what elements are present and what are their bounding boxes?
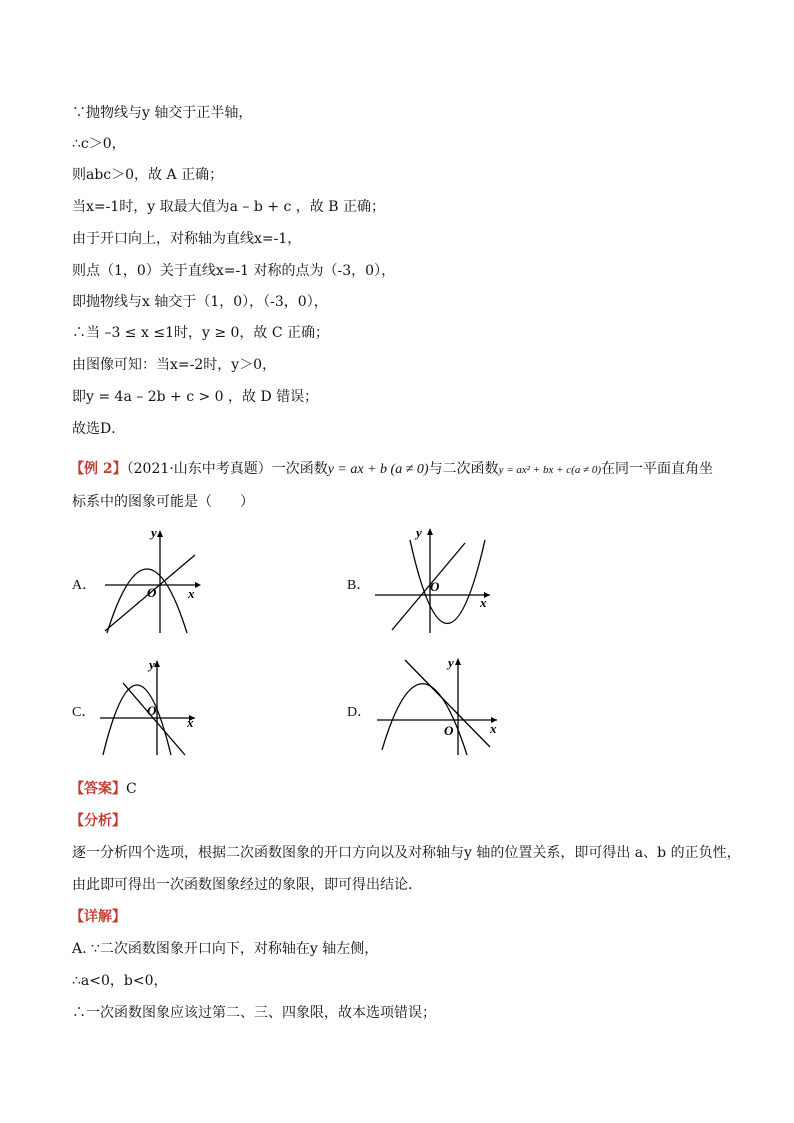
option-b-graph	[370, 525, 495, 635]
option-c-label: C．	[72, 705, 96, 720]
option-d-label: D．	[347, 705, 372, 720]
example-text-2: 与二次函数	[428, 461, 499, 477]
option-b-y-label: y	[416, 525, 422, 540]
option-a-label: A．	[72, 578, 97, 593]
option-d-y-label: y	[448, 655, 454, 670]
solution-line-5: 由于开口向上，对称轴为直线x=-1，	[72, 231, 302, 247]
example-text-1: 一次函数	[271, 461, 328, 477]
linear-function-eq: y = ax + b (a ≠ 0)	[327, 462, 429, 477]
solution-line-7: 即抛物线与x 轴交于（1，0），（-3，0），	[72, 294, 328, 310]
solution-line-1: ∵抛物线与y 轴交于正半轴，	[72, 105, 253, 121]
option-b-label: B．	[347, 578, 371, 593]
option-c-y-label: y	[149, 657, 155, 672]
solution-line-6: 则点（1，0）关于直线x=-1 对称的点为（-3，0），	[72, 263, 396, 279]
solution-line-9: 由图像可知：当x=-2时，y＞0，	[72, 357, 277, 373]
option-d-origin: O	[444, 723, 454, 738]
option-a-x-label: x	[188, 586, 195, 601]
answer-tag: 【答案】	[70, 781, 126, 797]
example-text-3: 在同一平面直角坐	[601, 461, 714, 477]
solution-line-2: ∴c＞0，	[72, 136, 126, 152]
solution-line-8: ∴当 –3 ≤ x ≤1时，y ≥ 0，故 C 正确；	[72, 325, 330, 341]
example-tag: 【例 2】	[70, 461, 127, 477]
example-question-line-2: 标系中的图象可能是（ ）	[72, 494, 254, 510]
option-c-graph	[95, 655, 205, 760]
answer-line	[70, 779, 137, 799]
detail-tag: 【详解】	[70, 909, 126, 925]
option-d-x-label: x	[490, 721, 497, 736]
option-a-origin: O	[147, 585, 157, 600]
option-a-y-label: y	[151, 525, 157, 540]
solution-line-11: 故选D．	[72, 421, 126, 437]
option-c-x-label: x	[187, 715, 194, 730]
detail-line-1: A. ∵二次函数图象开口向下，对称轴在y 轴左侧，	[72, 941, 379, 957]
analysis-line-1: 逐一分析四个选项，根据二次函数图象的开口方向以及对称轴与y 轴的位置关系，即可得出 a、b 的正负性，	[72, 845, 741, 861]
quadratic-function-eq: y = ax² + bx + c(a ≠ 0)	[498, 464, 602, 476]
detail-line-2: ∴a<0，b<0，	[72, 973, 168, 989]
option-d-graph	[372, 655, 502, 760]
option-b-origin: O	[430, 579, 440, 594]
detail-line-3: ∴一次函数图象应该过第二、三、四象限，故本选项错误；	[72, 1005, 436, 1021]
answer-value: C	[126, 781, 137, 797]
analysis-tag: 【分析】	[70, 813, 126, 829]
example-source: （2021·山东中考真题）	[126, 461, 272, 477]
solution-line-10: 即y = 4a – 2b + c > 0 ，故 D 错误；	[72, 389, 319, 405]
solution-line-3: 则abc＞0，故 A 正确；	[72, 167, 224, 183]
option-b-x-label: x	[480, 595, 487, 610]
option-a-graph	[95, 525, 205, 635]
option-c-origin: O	[147, 703, 157, 718]
example-question	[70, 459, 713, 480]
solution-line-4: 当x=-1时，y 取最大值为a – b + c ，故 B 正确；	[72, 199, 385, 215]
analysis-line-2: 由此即可得出一次函数图象经过的象限，即可得出结论．	[72, 877, 422, 893]
